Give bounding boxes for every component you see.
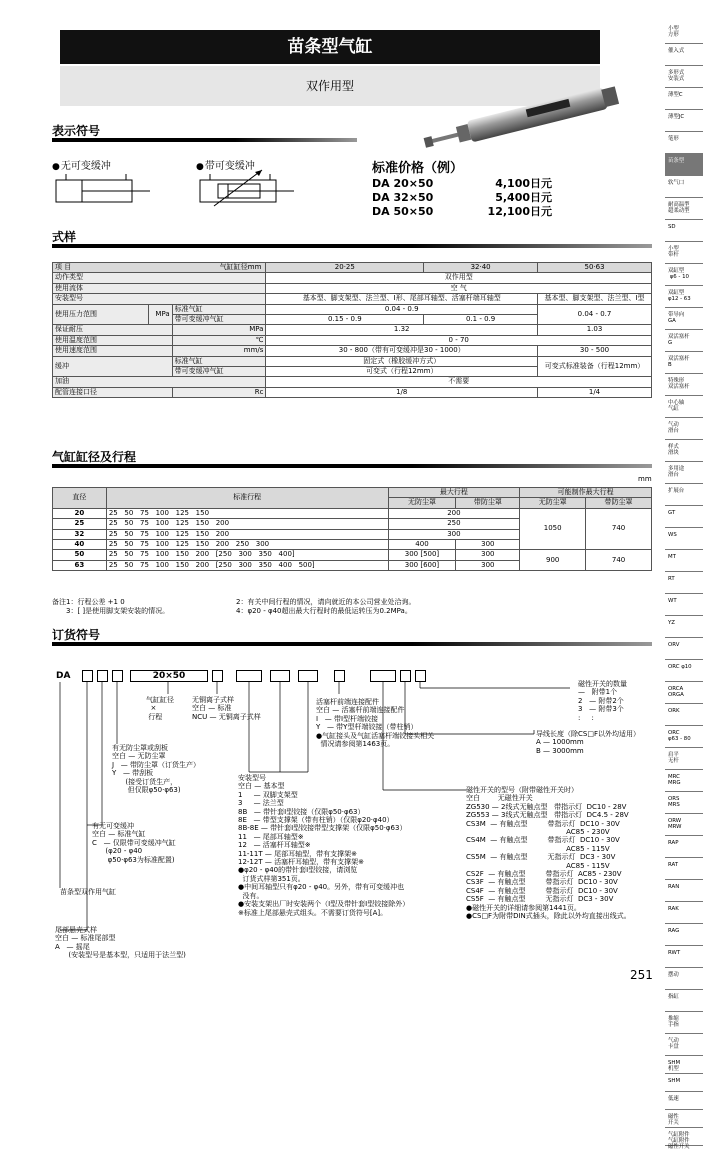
spec-label: 缓冲	[53, 356, 173, 377]
price-model: DA 20×50	[372, 177, 434, 190]
page-title: 苗条型气缸	[60, 30, 600, 64]
side-nav-item[interactable]: SHM	[665, 1074, 703, 1092]
side-nav-item[interactable]: 气动 滑台	[665, 418, 703, 440]
stroke-max: 250	[388, 519, 520, 529]
side-nav-item[interactable]: ORC φ63 - 80	[665, 726, 703, 748]
side-nav-item[interactable]: ORCA ORGA	[665, 682, 703, 704]
spec-label: 使用温度范围	[53, 335, 173, 345]
side-nav	[665, 22, 703, 1150]
code-box-size: 20×50	[130, 670, 208, 682]
side-nav-item[interactable]: RAP	[665, 836, 703, 858]
side-nav-item[interactable]: 笔形	[665, 132, 703, 154]
price-value: 12,100日元	[487, 205, 552, 218]
side-nav-item[interactable]: 摆动	[665, 968, 703, 990]
side-nav-item[interactable]: 磁性 开关	[665, 1110, 703, 1128]
side-nav-item[interactable]: MRC MRG	[665, 770, 703, 792]
spec-value: 0.04 - 0.9	[266, 304, 538, 314]
side-nav-item[interactable]: 低速	[665, 1092, 703, 1110]
page-subtitle: 双作用型	[60, 66, 600, 106]
spec-unit: mm/s	[172, 346, 266, 356]
note: 3：[ ]是使用脚支架安装的情况。	[66, 607, 170, 615]
side-nav-item[interactable]: ORS MRS	[665, 792, 703, 814]
page-number: 251	[630, 968, 653, 982]
side-nav-item[interactable]: 耐高温型 超柔动型	[665, 198, 703, 220]
stroke-head: 无防尘罩	[520, 498, 586, 508]
fixed-cushion-symbol	[52, 172, 152, 214]
stroke-head: 带防尘罩	[586, 498, 652, 508]
side-nav-item[interactable]: WT	[665, 594, 703, 616]
stroke-head: 带防尘罩	[456, 498, 520, 508]
side-nav-item[interactable]: 小型 带杆	[665, 242, 703, 264]
spec-label: 保证耐压	[53, 325, 173, 335]
side-nav-item[interactable]: 扩展台	[665, 484, 703, 506]
side-nav-item[interactable]: SHM 机型	[665, 1056, 703, 1074]
spec-label: 动作类型	[53, 273, 266, 283]
side-nav-item[interactable]: 气缸附件 气缸附件 磁性开关	[665, 1128, 703, 1146]
spec-value: 0.1 - 0.9	[424, 315, 538, 325]
spec-unit: MPa	[172, 325, 266, 335]
side-nav-item[interactable]: MT	[665, 550, 703, 572]
side-nav-item[interactable]: 苗条型	[665, 154, 703, 176]
spec-value: 基本型、脚支架型、法兰型、I型	[538, 294, 652, 304]
spec-unit: MPa	[148, 304, 172, 325]
order-cushion: 有无可变缓冲 空白 — 标准气缸 C — 仅限带可变缓冲气缸 (φ20 - φ40 φ50·φ63为标准配置)	[92, 822, 176, 864]
spec-sublabel: 标准气缸	[172, 356, 266, 366]
cylinder-photo	[420, 88, 630, 150]
stroke-std: 25 50 75 100 150 200 [250 300 350 400]	[106, 550, 388, 560]
stroke-head: 标准行程	[106, 488, 388, 509]
spec-value: 1/8	[266, 387, 538, 397]
section-rule	[52, 244, 652, 248]
price-row	[372, 191, 572, 205]
spec-sublabel: 标准气缸	[172, 304, 266, 314]
stroke-possible: 740	[586, 508, 652, 550]
spec-label: 使用压力范围	[53, 304, 149, 325]
stroke-notes-left	[52, 598, 232, 616]
stroke-possible: 740	[586, 550, 652, 571]
stroke-bore: 20	[53, 508, 107, 518]
side-nav-item[interactable]: RAG	[665, 924, 703, 946]
stroke-std: 25 50 75 100 125 150	[106, 508, 388, 518]
spec-label: 安装型号	[53, 294, 266, 304]
spec-value: 0 - 70	[266, 335, 652, 345]
spec-value: 1.03	[538, 325, 652, 335]
side-nav-item[interactable]: ORW MRW	[665, 814, 703, 836]
order-tail: 尾部悬壳式样 空白 — 标准尾部型 A — 摇尾 (安装型号是基本型，只适用于法兰型)	[55, 926, 186, 960]
side-nav-item[interactable]: WS	[665, 528, 703, 550]
stroke-title: 气缸缸径及行程	[52, 450, 137, 464]
stroke-std: 25 50 75 100 150 200 [250 300 350 400 500]	[106, 560, 388, 570]
side-nav-item[interactable]: 薄型JC	[665, 110, 703, 132]
spec-col-head: 32·40	[424, 263, 538, 273]
order-rod: 活塞杆前端连接配件 空白 — 活塞杆前端连接配件 I — 带I型杆端铰接 Y — 带Y型杆端铰接（带柱销） ●气缸接头及气缸活塞杆端铰接头相关 情况请参阅第1463页。	[316, 698, 435, 749]
symbol-fixed-label: ● 无可变缓冲	[52, 157, 111, 172]
side-nav-item[interactable]: ORC φ10	[665, 660, 703, 682]
symbol-adjustable-label: ● 带可变缓冲	[196, 157, 255, 172]
side-nav-item[interactable]: 双缸型 φ12 - 63	[665, 286, 703, 308]
price-value: 5,400日元	[495, 191, 552, 204]
stroke-max: 300	[456, 540, 520, 550]
side-nav-item[interactable]: 多形式 安装式	[665, 66, 703, 88]
stroke-head: 直径	[53, 488, 107, 509]
stroke-max: 300 [600]	[388, 560, 456, 570]
spec-value: 1.32	[266, 325, 538, 335]
side-nav-item[interactable]: 推缩 手指	[665, 1012, 703, 1034]
spec-value: 不需要	[266, 377, 652, 387]
spec-value: 30 - 800（带有可变缓冲是30 - 1000）	[266, 346, 538, 356]
stroke-std: 25 50 75 100 125 150 200	[106, 519, 388, 529]
spec-title: 式样	[52, 230, 77, 244]
section-rule	[52, 138, 357, 142]
order-prefix: DA	[56, 671, 71, 681]
side-nav-item[interactable]: 指缸	[665, 990, 703, 1012]
side-nav-item[interactable]: RT	[665, 572, 703, 594]
side-nav-item[interactable]: 小型 方形	[665, 22, 703, 44]
order-lead: 导线长度（除CS□F以外均适用） A — 1000mm B — 3000mm	[536, 730, 640, 755]
stroke-possible: 900	[520, 550, 586, 571]
side-nav-item[interactable]: 样式 滑块	[665, 440, 703, 462]
stroke-bore: 25	[53, 519, 107, 529]
side-nav-item[interactable]: 催入式	[665, 44, 703, 66]
spec-value: 固定式（橡胶缓冲方式）	[266, 356, 538, 366]
stroke-notes-right	[236, 598, 496, 616]
section-rule	[52, 464, 652, 468]
order-dust: 有无防尘罩或刮板 空白 — 无防尘罩 J — 带防尘罩（订货生产） Y — 带刮板 (接受订货生产， 但仅限φ50·φ63)	[112, 744, 200, 795]
spec-value: 可变式标准装备（行程12mm）	[538, 356, 652, 377]
stroke-max: 300	[456, 560, 520, 570]
side-nav-item[interactable]: RWT	[665, 946, 703, 968]
price-model: DA 50×50	[372, 205, 434, 218]
stroke-max: 300	[456, 550, 520, 560]
stroke-max: 300	[388, 529, 520, 539]
side-nav-item[interactable]: 带导向 GA	[665, 308, 703, 330]
section-rule	[52, 642, 652, 646]
spec-unit: Rc	[172, 387, 266, 397]
side-nav-item[interactable]: RAN	[665, 880, 703, 902]
spec-col-head: 20·25	[266, 263, 424, 273]
stroke-bore: 40	[53, 540, 107, 550]
stroke-max: 200	[388, 508, 520, 518]
adjustable-cushion-symbol	[196, 168, 296, 214]
stroke-max: 300 [500]	[388, 550, 456, 560]
spec-label: 使用流体	[53, 283, 266, 293]
spec-label: 加油	[53, 377, 266, 387]
order-type-label: 苗条型双作用气缸	[60, 888, 116, 896]
note: 2：有关中间行程的情况，请向就近的本公司营业处洽询。	[236, 598, 416, 606]
note: 备注1：行程公差 +1 0	[52, 598, 125, 606]
spec-sublabel: 带可变缓冲气缸	[172, 315, 266, 325]
order-sensor: 磁性开关的型号（附带磁性开关时） 空白 无磁性开关 ZG530 — 2线式无触点型 带指示灯 DC10 - 28V ZG553 — 3线式无触点型 带指示灯 DC4.5 - 28V CS3M — 有触点型 带指示灯 DC10 - 30V AC85 - 230V CS4M — 有触点型 带指示灯 DC10 - 30V AC85 - 115V CS5M — 有触点型 无指示灯 DC3 - 30V AC85 - 115V CS2F — 有触点型 带指示灯 AC85 - 230V CS3F — 有触点型 带指示灯 DC10 - 30V CS4F — 有触点型 带指示灯 DC10 - 30V CS5F — 有触点型 无指示灯 DC3 - 30V ●磁性开关的详细请参阅第1441页。 ●CS□F为附带DIN式插头，除此以外均直接出线式。	[466, 786, 631, 921]
side-nav-item[interactable]: 双活塞杆 B	[665, 352, 703, 374]
side-nav-item[interactable]: 软气口	[665, 176, 703, 198]
order-mount: 安装型号 空白 — 基本型 1 — 双脚支架型 3 — 法兰型 8B — 带针套I型铰接（仅限φ50·φ63） 8E — 带型支撑架（带有柱销）（仅限φ20·φ40） 8B-8E — 带针套I型铰接带型支撑架（仅限φ50·φ63） 11 — 尾部耳轴型※ 12 — 活塞杆耳轴型※ 11-11T — 尾部耳轴型，带有支撑架※ 12-12T — 活塞杆耳轴型，带有支撑架※ ●φ20 - φ40的带针套I型铰接，请浏览 订货式样第351页。 ●中间耳轴型只有φ20 - φ40。另外，带有可变缓冲也 没有。 ●安装支架出厂时安装两个（I型及带针套I型铰接除外） ※标准上尾部悬壳式组头。不需要订货符号[A]。	[238, 774, 410, 917]
spec-col-head: 50·63	[538, 263, 652, 273]
symbols-title: 表示符号	[52, 124, 101, 138]
stroke-head: 可能制作最大行程	[520, 488, 652, 498]
side-nav-item[interactable]: 气动 卡盘	[665, 1034, 703, 1056]
stroke-max: 400	[388, 540, 456, 550]
spec-value: 空 气	[266, 283, 652, 293]
spec-value: 0.04 - 0.7	[538, 304, 652, 325]
stroke-table	[52, 487, 652, 571]
spec-value: 1/4	[538, 387, 652, 397]
side-nav-item[interactable]: YZ	[665, 616, 703, 638]
stroke-unit: mm	[638, 475, 652, 483]
spec-value: 0.15 - 0.9	[266, 315, 424, 325]
stroke-bore: 50	[53, 550, 107, 560]
spec-table	[52, 262, 652, 398]
stroke-std: 25 50 75 100 125 150 200	[106, 529, 388, 539]
order-ion: 无铜离子式样 空白 — 标准 NCU — 无铜离子式样	[192, 696, 261, 721]
side-nav-item[interactable]: SD	[665, 220, 703, 242]
side-nav-item[interactable]: 肩平 无杆	[665, 748, 703, 770]
side-nav-item[interactable]: 特殊形 双活塞杆	[665, 374, 703, 396]
spec-unit: ℃	[172, 335, 266, 345]
price-model: DA 32×50	[372, 191, 434, 204]
stroke-possible: 1050	[520, 508, 586, 550]
stroke-std: 25 50 75 100 125 150 200 250 300	[106, 540, 388, 550]
stroke-bore: 63	[53, 560, 107, 570]
spec-value: 基本型、脚支架型、法兰型、I形、尾部耳轴型、活塞杆端耳轴型	[266, 294, 538, 304]
spec-label: 配管连接口径	[53, 387, 173, 397]
price-value: 4,100日元	[495, 177, 552, 190]
side-nav-item[interactable]: 双缸型 φ6 - 10	[665, 264, 703, 286]
side-nav-item[interactable]: 多用途 滑台	[665, 462, 703, 484]
price-row	[372, 177, 572, 191]
order-title: 订货符号	[52, 628, 101, 642]
stroke-bore: 32	[53, 529, 107, 539]
order-bore-stroke: 气缸缸径 × 行程	[146, 696, 174, 721]
side-nav-item[interactable]: RAK	[665, 902, 703, 924]
spec-value: 30 - 500	[538, 346, 652, 356]
spec-sublabel: 带可变缓冲气缸	[172, 367, 266, 377]
spec-value: 可变式（行程12mm）	[266, 367, 538, 377]
side-nav-item[interactable]: RAT	[665, 858, 703, 880]
spec-head-item: 项 目 气缸缸径mm	[53, 263, 266, 273]
side-nav-item[interactable]: 双活塞杆 G	[665, 330, 703, 352]
standard-price	[372, 157, 572, 219]
order-sensor-qty: 磁性开关的数量 — 附带1个 2 — 附带2个 3 — 附带3个 : :	[578, 680, 627, 722]
stroke-head: 无防尘罩	[388, 498, 456, 508]
side-nav-item[interactable]: ORV	[665, 638, 703, 660]
side-nav-item[interactable]: GT	[665, 506, 703, 528]
price-title: 标准价格（例）	[372, 161, 464, 176]
note: 4：φ20 - φ40超出最大行程时的最低运转压为0.2MPa。	[236, 607, 412, 615]
side-nav-item[interactable]: 中心轴 气缸	[665, 396, 703, 418]
spec-value: 双作用型	[266, 273, 652, 283]
side-nav-item[interactable]: 薄型C	[665, 88, 703, 110]
side-nav-item[interactable]: ORK	[665, 704, 703, 726]
price-row	[372, 205, 572, 219]
stroke-head: 最大行程	[388, 488, 520, 498]
spec-label: 使用速度范围	[53, 346, 173, 356]
